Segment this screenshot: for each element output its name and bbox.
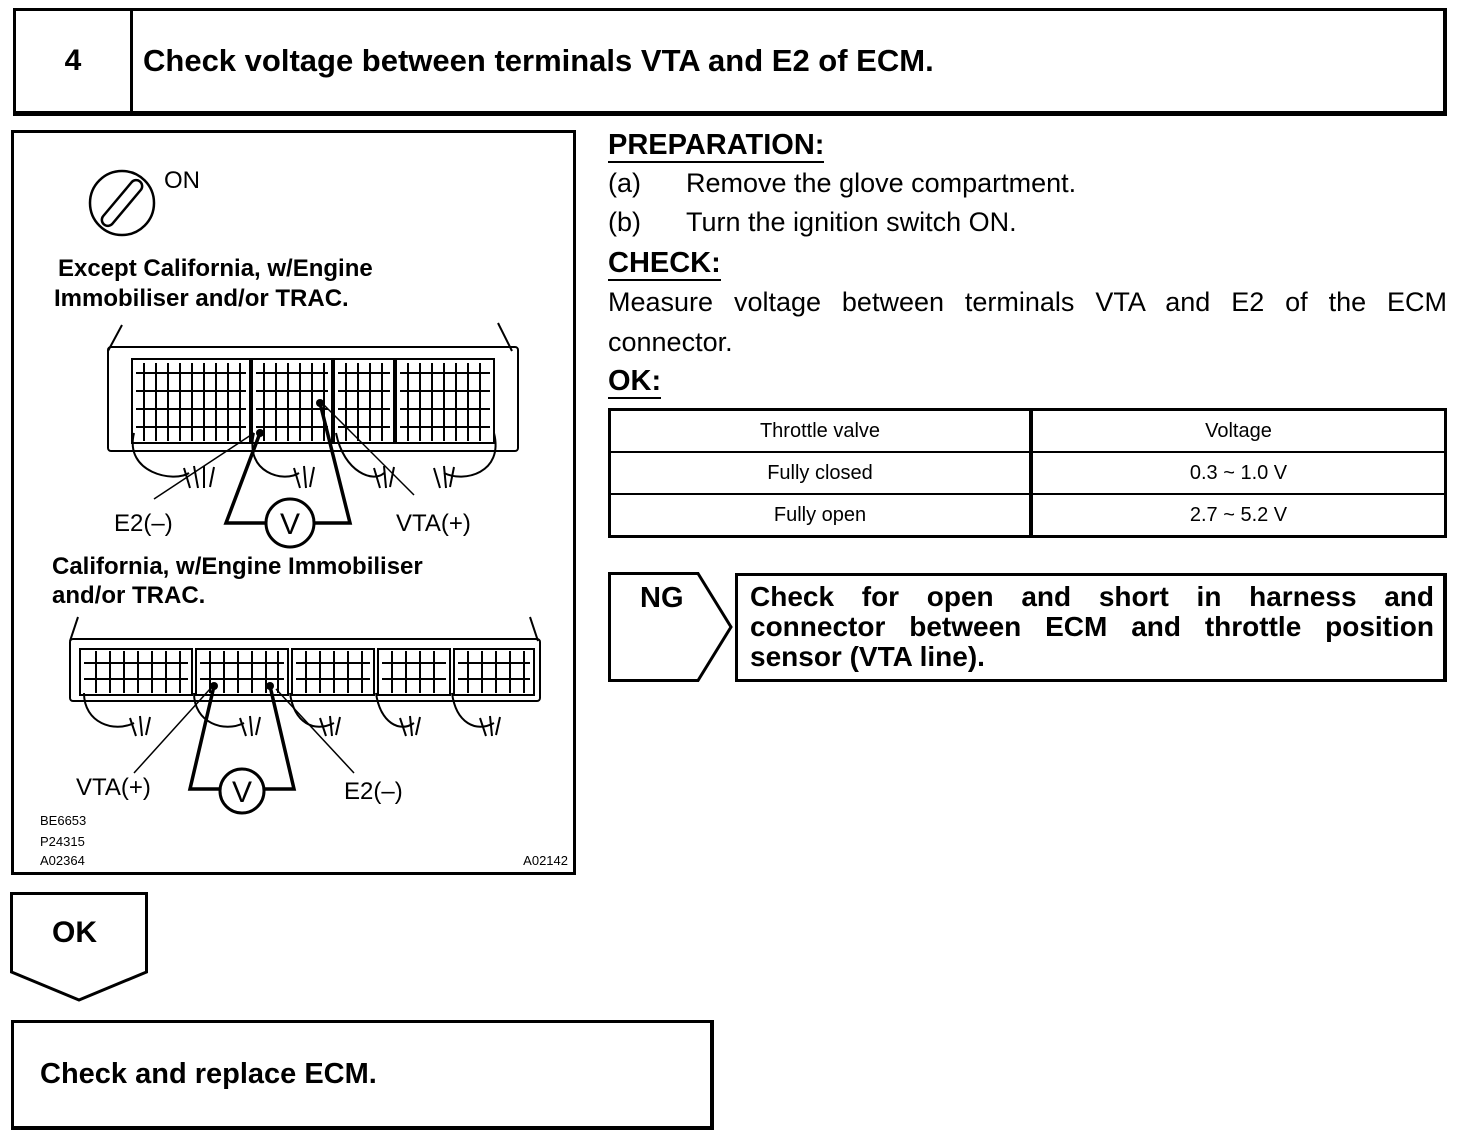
ecm-connector-upper — [108, 323, 518, 488]
ng-action-text: Check for open and short in harness and connector between ECM and throttle position sensor (VTA line). — [750, 581, 1434, 672]
section2-title-line2: and/or TRAC. — [52, 582, 206, 609]
ecm-connector-lower — [70, 617, 540, 736]
upper-vta-label: VTA(+) — [396, 510, 471, 537]
section1-title-line1: Except California, w/Engine — [58, 255, 373, 282]
ref-code: BE6653 — [40, 813, 87, 828]
table-header-cell: Throttle valve — [610, 410, 1032, 453]
ignition-on-label: ON — [164, 167, 200, 194]
table-row — [610, 494, 1446, 537]
upper-e2-label: E2(–) — [114, 510, 173, 537]
prep-step-text: Remove the glove compartment. — [686, 168, 1077, 198]
ok-heading: OK: — [608, 365, 662, 397]
table-row — [610, 452, 1446, 494]
prep-step-text: Turn the ignition switch ON. — [686, 207, 1017, 237]
table-cell: Fully closed — [610, 452, 1032, 494]
table-cell: 0.3 ~ 1.0 V — [1031, 452, 1446, 494]
table-cell: Fully open — [610, 494, 1032, 537]
step-header — [13, 8, 1447, 116]
ref-code: A02364 — [40, 853, 85, 868]
section2-title-line1: California, w/Engine Immobiliser — [52, 553, 423, 580]
table-cell: 2.7 ~ 5.2 V — [1031, 494, 1446, 537]
voltage-spec-table — [608, 408, 1447, 538]
ok-action-text: Check and replace ECM. — [40, 1058, 377, 1090]
check-text-line1: Measure voltage between terminals VTA and E2 of the ECM — [608, 287, 1447, 317]
table-header-row — [610, 410, 1446, 453]
preparation-heading: PREPARATION: — [608, 129, 825, 161]
ignition-key-icon — [90, 171, 154, 235]
check-text-line2: connector. — [608, 327, 733, 357]
prep-step-label: (b) — [608, 207, 641, 237]
ok-label: OK — [52, 916, 97, 949]
lower-vta-label: VTA(+) — [76, 774, 151, 801]
prep-step-label: (a) — [608, 168, 641, 198]
lower-e2-label: E2(–) — [344, 778, 403, 805]
meter-symbol-lower: V — [231, 776, 253, 809]
check-heading: CHECK: — [608, 247, 721, 279]
section1-title-line2: Immobiliser and/or TRAC. — [54, 285, 349, 312]
step-number: 4 — [16, 11, 133, 111]
step-title: Check voltage between terminals VTA and E2 of ECM. — [143, 43, 934, 78]
wiring-diagram — [14, 133, 573, 872]
ref-code: P24315 — [40, 834, 85, 849]
table-header-cell: Voltage — [1031, 410, 1446, 453]
wiring-diagram-panel — [11, 130, 576, 875]
ng-label: NG — [640, 582, 684, 614]
figure-code: A02142 — [523, 853, 568, 868]
meter-symbol-upper: V — [279, 508, 301, 541]
